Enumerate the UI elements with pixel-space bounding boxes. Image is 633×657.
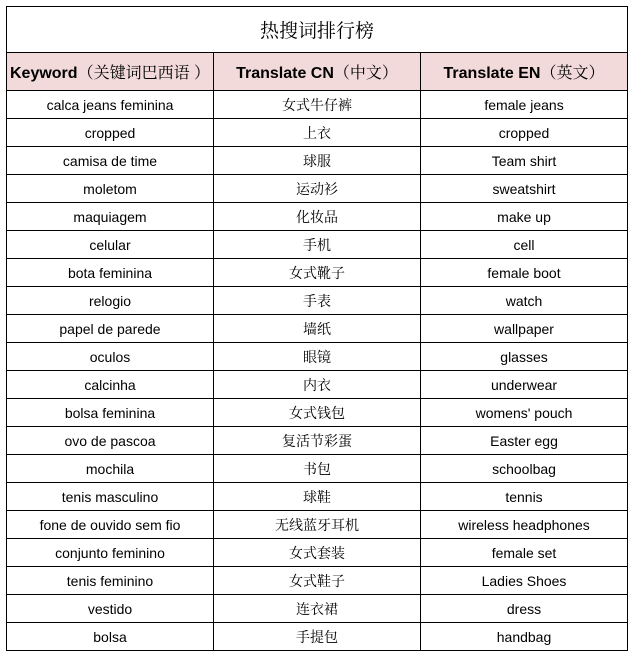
keyword-cell: maquiagem [7,203,214,231]
table-row [7,287,628,315]
translation-en-cell: sweatshirt [421,175,628,203]
translation-en-cell: cropped [421,119,628,147]
translation-cn-cell: 连衣裙 [214,595,421,623]
translation-cn-cell: 女式钱包 [214,399,421,427]
translation-en-cell: wallpaper [421,315,628,343]
translation-cn-cell: 女式靴子 [214,259,421,287]
header-en-suffix: （英文） [540,65,605,82]
table-row [7,175,628,203]
translation-en-cell: watch [421,287,628,315]
translation-cn-cell: 手表 [214,287,421,315]
keyword-cell: bolsa feminina [7,399,214,427]
translation-en-cell: Ladies Shoes [421,567,628,595]
keyword-cell: celular [7,231,214,259]
translation-en-cell: dress [421,595,628,623]
keyword-cell: cropped [7,119,214,147]
title-row [7,7,628,53]
keyword-cell: vestido [7,595,214,623]
table-row [7,343,628,371]
keyword-cell: calca jeans feminina [7,91,214,119]
hot-search-table [6,6,628,651]
translation-cn-cell: 女式牛仔裤 [214,91,421,119]
table-row [7,567,628,595]
keyword-cell: oculos [7,343,214,371]
header-row [7,53,628,91]
table-row [7,623,628,651]
hot-search-table-container [6,6,627,651]
keyword-cell: bota feminina [7,259,214,287]
table-row [7,511,628,539]
keyword-cell: ovo de pascoa [7,427,214,455]
table-row [7,315,628,343]
header-cn-suffix: （中文） [333,65,398,82]
table-row [7,231,628,259]
translation-cn-cell: 墙纸 [214,315,421,343]
translation-en-cell: Easter egg [421,427,628,455]
translation-cn-cell: 手机 [214,231,421,259]
keyword-cell: calcinha [7,371,214,399]
translation-cn-cell: 化妆品 [214,203,421,231]
translation-en-cell: female boot [421,259,628,287]
translation-cn-cell: 复活节彩蛋 [214,427,421,455]
table-row [7,399,628,427]
translation-en-cell: female jeans [421,91,628,119]
keyword-cell: relogio [7,287,214,315]
keyword-cell: mochila [7,455,214,483]
translation-cn-cell: 手提包 [214,623,421,651]
table-row [7,371,628,399]
table-body [7,91,628,651]
translation-cn-cell: 女式鞋子 [214,567,421,595]
keyword-cell: tenis masculino [7,483,214,511]
translation-cn-cell: 球鞋 [214,483,421,511]
table-title: 热搜词排行榜 [7,7,628,53]
translation-en-cell: handbag [421,623,628,651]
header-keyword-suffix: （关键词巴西语 ） [77,65,211,82]
translation-en-cell: make up [421,203,628,231]
translation-cn-cell: 球服 [214,147,421,175]
translation-en-cell: underwear [421,371,628,399]
translation-en-cell: cell [421,231,628,259]
table-row [7,119,628,147]
translation-cn-cell: 上衣 [214,119,421,147]
table-row [7,427,628,455]
translation-en-cell: glasses [421,343,628,371]
table-row [7,483,628,511]
translation-cn-cell: 运动衫 [214,175,421,203]
translation-en-cell: female set [421,539,628,567]
translation-cn-cell: 书包 [214,455,421,483]
keyword-cell: moletom [7,175,214,203]
table-row [7,147,628,175]
translation-cn-cell: 内衣 [214,371,421,399]
header-en-label: Translate EN [443,65,541,82]
table-row [7,595,628,623]
header-keyword-label: Keyword [9,65,78,82]
keyword-cell: papel de parede [7,315,214,343]
keyword-cell: fone de ouvido sem fio [7,511,214,539]
translation-en-cell: Team shirt [421,147,628,175]
translation-cn-cell: 眼镜 [214,343,421,371]
header-translate-cn [214,53,421,91]
translation-en-cell: tennis [421,483,628,511]
header-keyword [7,53,214,91]
table-row [7,455,628,483]
keyword-cell: conjunto feminino [7,539,214,567]
translation-cn-cell: 无线蓝牙耳机 [214,511,421,539]
table-row [7,203,628,231]
header-translate-en [421,53,628,91]
translation-en-cell: schoolbag [421,455,628,483]
keyword-cell: camisa de time [7,147,214,175]
translation-cn-cell: 女式套装 [214,539,421,567]
translation-en-cell: womens' pouch [421,399,628,427]
keyword-cell: bolsa [7,623,214,651]
table-row [7,259,628,287]
table-row [7,91,628,119]
keyword-cell: tenis feminino [7,567,214,595]
header-cn-label: Translate CN [236,65,334,82]
translation-en-cell: wireless headphones [421,511,628,539]
table-row [7,539,628,567]
